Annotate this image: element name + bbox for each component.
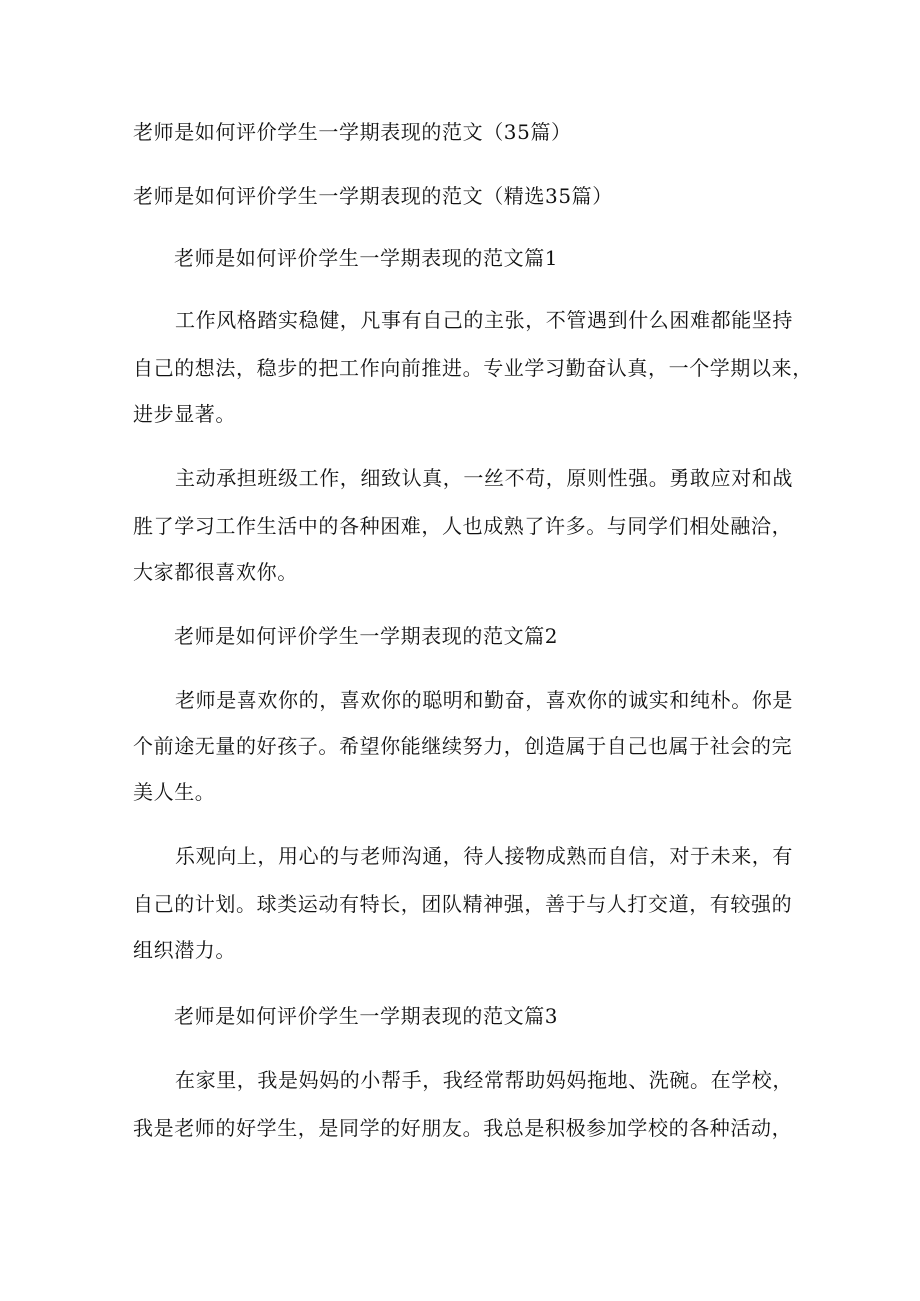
paragraph-line: 自己的计划。球类运动有特长，团队精神强，善于与人打交道，有较强的: [133, 892, 793, 916]
paragraph-line: 主动承担班级工作，细致认真，一丝不苟，原则性强。勇敢应对和战: [175, 466, 793, 490]
paragraph-line: 个前途无量的好孩子。希望你能继续努力，创造属于自己也属于社会的完: [133, 734, 793, 758]
document-title: 老师是如何评价学生一学期表现的范文（35篇）: [133, 120, 572, 144]
paragraph-line: 美人生。: [133, 780, 216, 804]
paragraph-line: 在家里，我是妈妈的小帮手，我经常帮助妈妈拖地、洗碗。在学校，: [175, 1068, 793, 1092]
section-heading: 老师是如何评价学生一学期表现的范文篇3: [174, 1004, 559, 1028]
paragraph-line: 工作风格踏实稳健，凡事有自己的主张，不管遇到什么困难都能坚持: [175, 308, 793, 332]
document-subtitle: 老师是如何评价学生一学期表现的范文（精选35篇）: [133, 184, 613, 208]
paragraph-line: 我是老师的好学生，是同学的好朋友。我总是积极参加学校的各种活动，: [133, 1116, 793, 1140]
paragraph-line: 胜了学习工作生活中的各种困难，人也成熟了许多。与同学们相处融洽，: [133, 514, 793, 538]
paragraph-line: 自己的想法，稳步的把工作向前推进。专业学习勤奋认真，一个学期以来，: [133, 356, 813, 380]
paragraph-line: 大家都很喜欢你。: [133, 560, 298, 584]
section-heading: 老师是如何评价学生一学期表现的范文篇2: [174, 624, 559, 648]
paragraph-line: 进步显著。: [133, 402, 236, 426]
paragraph-line: 老师是喜欢你的，喜欢你的聪明和勤奋，喜欢你的诚实和纯朴。你是: [175, 688, 793, 712]
paragraph-line: 组织潜力。: [133, 938, 236, 962]
paragraph-line: 乐观向上，用心的与老师沟通，待人接物成熟而自信，对于未来，有: [175, 844, 793, 868]
section-heading: 老师是如何评价学生一学期表现的范文篇1: [174, 246, 559, 270]
